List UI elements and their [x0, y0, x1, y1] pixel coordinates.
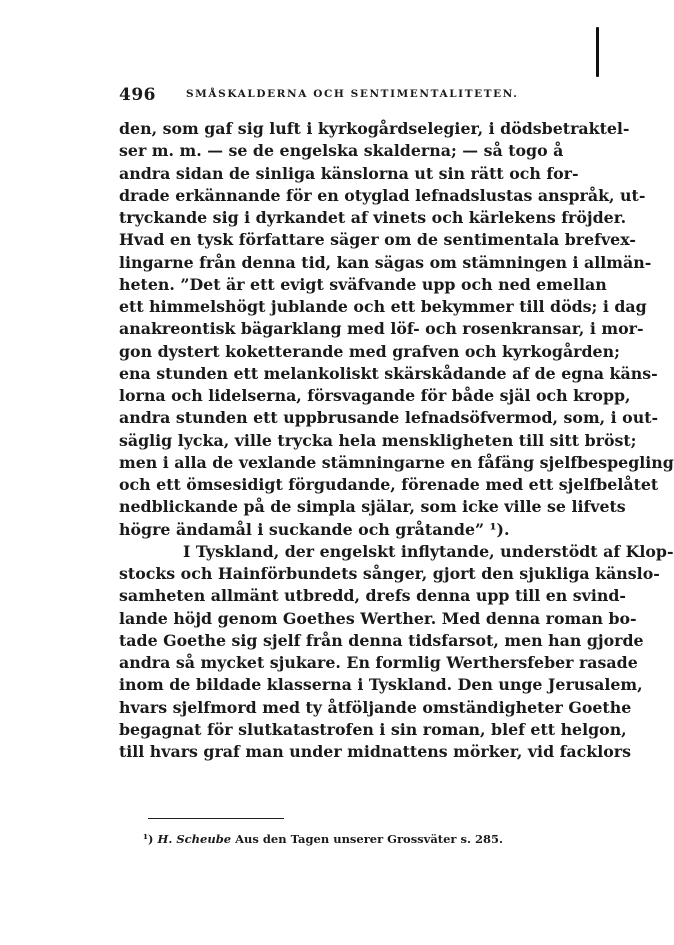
footnote-marker: ¹) — [143, 832, 154, 846]
text-line: anakreontisk bägarklang med löf- och rosenkransar, i mor- — [119, 319, 644, 339]
text-line: säglig lycka, ville trycka hela menskligheten till sitt bröst; — [119, 430, 637, 450]
text-line: andra så mycket sjukare. En formlig Werthersfeber rasade — [119, 653, 638, 672]
text-line: ser m. m. — se de engelska skalderna; — så togo å — [119, 141, 564, 161]
running-title: SMÅSKALDERNA OCH SENTIMENTALITETEN. — [186, 88, 519, 100]
footnote — [143, 832, 503, 846]
footnote-text: Aus den Tagen unserer Grossväter s. 285. — [235, 832, 503, 846]
text-line: lande höjd genom Goethes Werther. Med denna roman bo- — [119, 608, 637, 628]
text-line: begagnat för slutkatastrofen i sin roman, blef ett helgon, — [119, 719, 627, 739]
text-line: och ett ömsesidigt förgudande, förenade med ett sjelfbelåtet — [119, 475, 659, 494]
text-line: lingarne från denna tid, kan sägas om stämningen i allmän- — [119, 252, 652, 272]
text-line: tryckande sig i dyrkandet af vinets och kärlekens fröjder. — [119, 208, 627, 227]
footnote-author: H. Scheube — [157, 832, 232, 846]
body-text — [119, 118, 674, 763]
text-line: men i alla de vexlande stämningarne en fåfäng sjelfbespegling — [119, 452, 674, 472]
text-line: hvars sjelfmord med ty åtföljande omständigheter Goethe — [119, 697, 632, 717]
text-line: tade Goethe sig sjelf från denna tidsfarsot, men han gjorde — [119, 630, 644, 650]
scan-edge-mark — [596, 27, 599, 77]
text-line: heten. ”Det är ett evigt sväfvande upp och ned emellan — [119, 274, 607, 294]
paragraph-start-line: I Tyskland, der engelskt inflytande, understödt af Klop- — [183, 541, 674, 561]
text-line: ena stunden ett melankoliskt skärskådande af de egna käns- — [119, 363, 658, 383]
text-line: inom de bildade klasserna i Tyskland. Den unge Jerusalem, — [119, 675, 643, 695]
text-line: stocks och Hainförbundets sånger, gjort den sjukliga känslo- — [119, 564, 660, 583]
text-line: samheten allmänt utbredd, drefs denna upp till en svind- — [119, 586, 626, 606]
text-line: andra stunden ett uppbrusande lefnadsöfvermod, som, i out- — [119, 408, 659, 428]
text-line: ett himmelshögt jublande och ett bekymmer till döds; i dag — [119, 297, 647, 316]
text-line: den, som gaf sig luft i kyrkogårdselegier, i dödsbetraktel- — [119, 119, 630, 138]
text-line: gon dystert koketterande med grafven och kyrkogården; — [119, 341, 620, 361]
paragraph-end-line: högre ändamål i suckande och gråtande” ¹). — [119, 519, 510, 539]
text-line: andra sidan de sinliga känslorna ut sin rätt och for- — [119, 163, 579, 183]
text-line: lorna och lidelserna, försvagande för både själ och kropp, — [119, 386, 631, 405]
text-line: drade erkännande för en otyglad lefnadslustas anspråk, ut- — [119, 185, 646, 205]
text-line: nedblickande på de simpla själar, som icke ville se lifvets — [119, 497, 626, 517]
page-header — [119, 85, 539, 107]
footnote-divider — [148, 818, 284, 819]
text-line: till hvars graf man under midnattens mörker, vid facklors — [119, 742, 631, 761]
page-number: 496 — [119, 85, 156, 105]
text-line: Hvad en tysk författare säger om de sentimentala brefvex- — [119, 230, 636, 250]
